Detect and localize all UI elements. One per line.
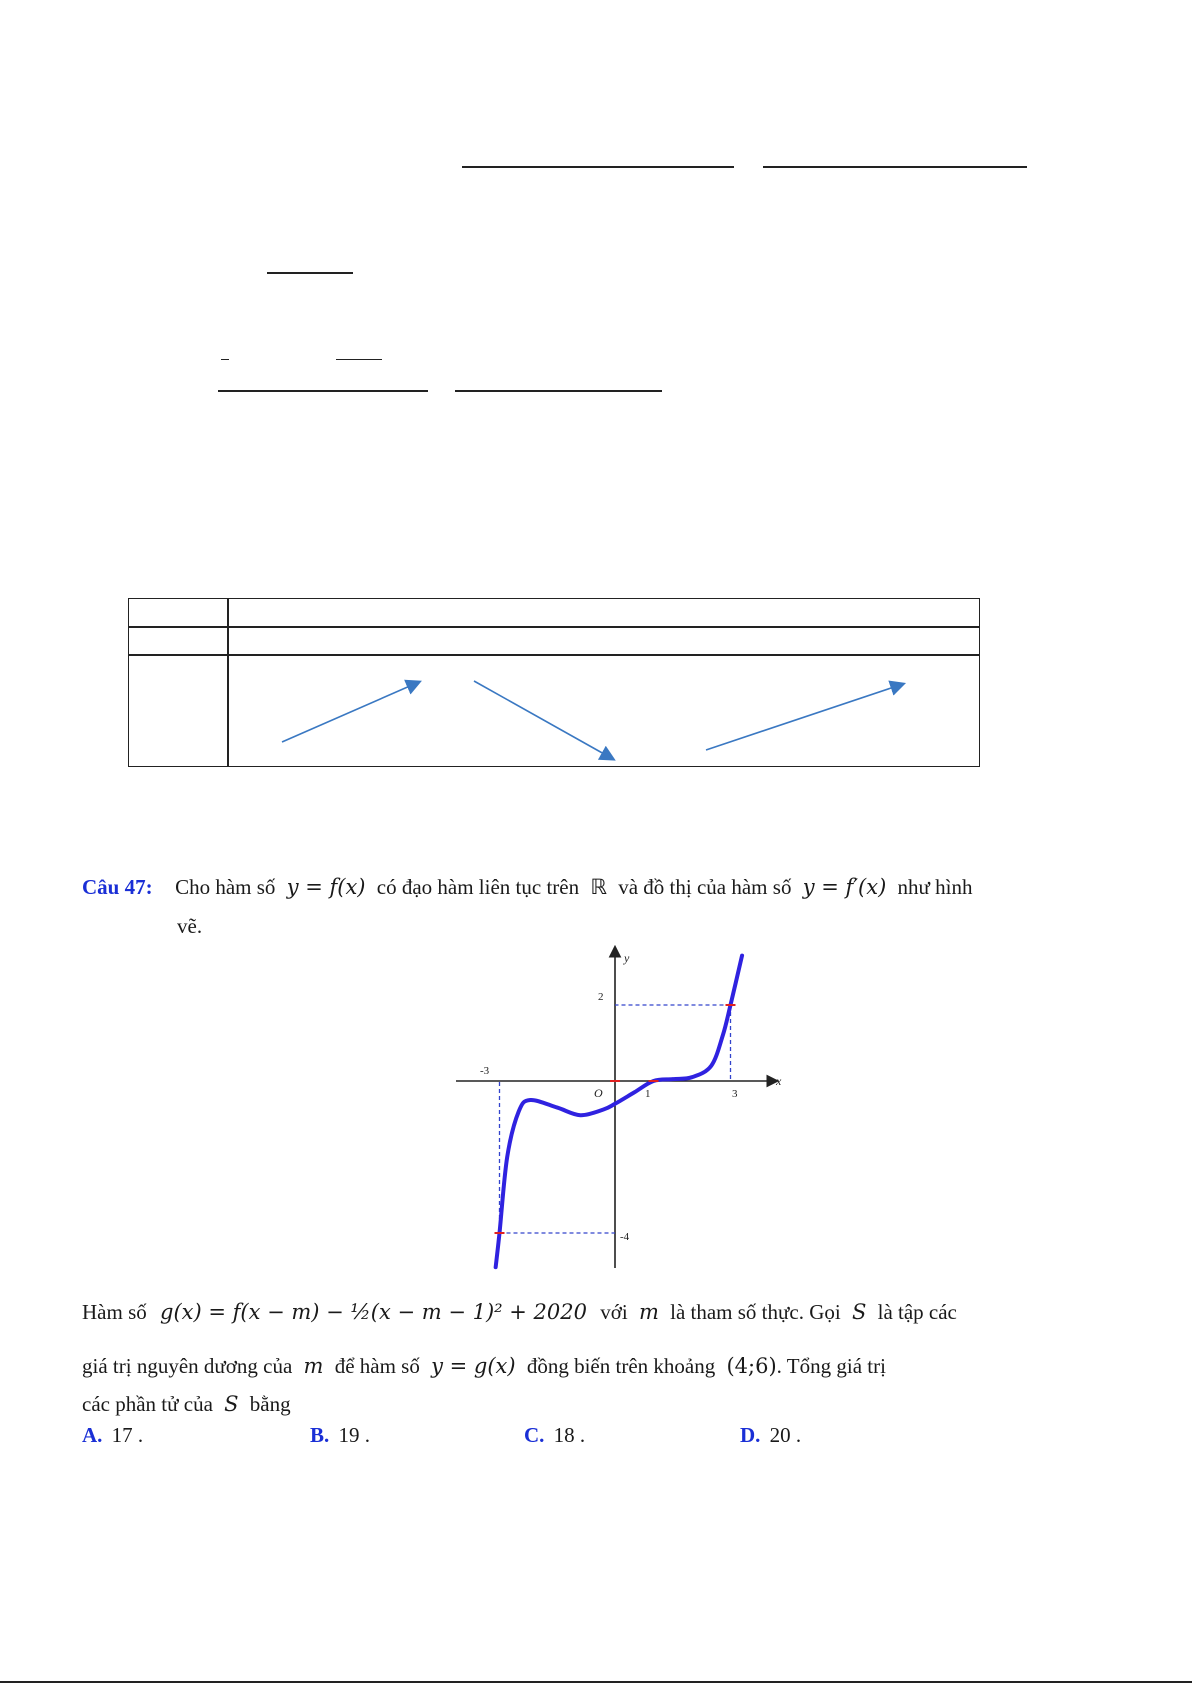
- answer-c-value: 18 .: [553, 1423, 586, 1447]
- arrow-up-2: [706, 684, 903, 750]
- x-tick-1: 1: [645, 1088, 651, 1100]
- x-tick-minus3: -3: [480, 1065, 490, 1077]
- question-text-1d: như hình: [897, 875, 973, 899]
- question-text-1a: Cho hàm số: [175, 875, 276, 899]
- answer-a[interactable]: [82, 1423, 143, 1448]
- top-rule-6: [218, 390, 428, 392]
- x-axis-label: x: [776, 1074, 782, 1088]
- y-axis-label: y: [624, 951, 630, 965]
- arrow-down: [474, 681, 613, 759]
- y-tick-minus4: -4: [620, 1231, 630, 1243]
- body-text-1d: là tập các: [877, 1300, 957, 1324]
- x-tick-3: 3: [732, 1088, 738, 1100]
- variation-table: [128, 598, 980, 767]
- body-line-3: [82, 1392, 291, 1417]
- body-text-1c: là tham số thực. Gọi: [670, 1300, 841, 1324]
- answer-c-letter: C.: [524, 1423, 545, 1447]
- math-gx-definition: g(x) = f(x − m) − ½(x − m − 1)² + 2020: [160, 1300, 587, 1324]
- top-rule-5: [336, 359, 382, 360]
- question-text-1c: và đồ thị của hàm số: [618, 875, 792, 899]
- origin-label: O: [594, 1086, 603, 1100]
- question-line-1: [82, 875, 973, 900]
- answer-a-value: 17 .: [111, 1423, 144, 1447]
- top-rule-3: [267, 272, 353, 274]
- body-text-2c: đồng biến trên khoảng: [526, 1354, 716, 1378]
- math-y-gx: y = g(x): [431, 1354, 516, 1378]
- answer-d[interactable]: [740, 1423, 801, 1448]
- body-text-2a: giá trị nguyên dương của: [82, 1354, 293, 1378]
- body-text-2d: . Tổng giá trị: [776, 1354, 886, 1378]
- answer-a-letter: A.: [82, 1423, 103, 1447]
- math-interval: (4;6): [726, 1354, 777, 1378]
- question-line-2: vẽ.: [177, 914, 203, 938]
- top-rule-1: [462, 166, 734, 168]
- page-bottom-rule: [0, 1681, 1192, 1683]
- body-line-1: [82, 1300, 957, 1325]
- top-rule-2: [763, 166, 1027, 168]
- answer-d-value: 20 .: [769, 1423, 802, 1447]
- body-text-2b: để hàm số: [334, 1354, 420, 1378]
- body-text-3a: các phần tử của: [82, 1392, 213, 1416]
- body-text-1a: Hàm số: [82, 1300, 147, 1324]
- variation-arrows: [129, 599, 981, 768]
- body-text-1b: với: [600, 1300, 628, 1324]
- body-line-2: [82, 1354, 886, 1379]
- question-label: Câu 47:: [82, 875, 153, 899]
- y-tick-2: 2: [598, 991, 604, 1003]
- answer-d-letter: D.: [740, 1423, 761, 1447]
- math-y-fx: y = f(x): [286, 875, 366, 899]
- answer-b-letter: B.: [310, 1423, 330, 1447]
- answer-b[interactable]: [310, 1423, 370, 1448]
- math-m-1: m: [638, 1300, 659, 1324]
- body-text-3b: bằng: [249, 1392, 291, 1416]
- top-rule-7: [455, 390, 662, 392]
- math-S-2: S: [224, 1392, 239, 1416]
- math-m-2: m: [303, 1354, 324, 1378]
- fprime-curve: [496, 956, 742, 1268]
- arrow-up-1: [282, 682, 419, 742]
- question-text-1b: có đạo hàm liên tục trên: [376, 875, 580, 899]
- answer-b-value: 19 .: [338, 1423, 371, 1447]
- derivative-graph: [446, 942, 786, 1272]
- top-rule-4: [221, 359, 229, 360]
- math-S-1: S: [851, 1300, 867, 1324]
- math-R: ℝ: [590, 875, 607, 899]
- answer-c[interactable]: [524, 1423, 585, 1448]
- math-y-fprime: y = f′(x): [802, 875, 887, 899]
